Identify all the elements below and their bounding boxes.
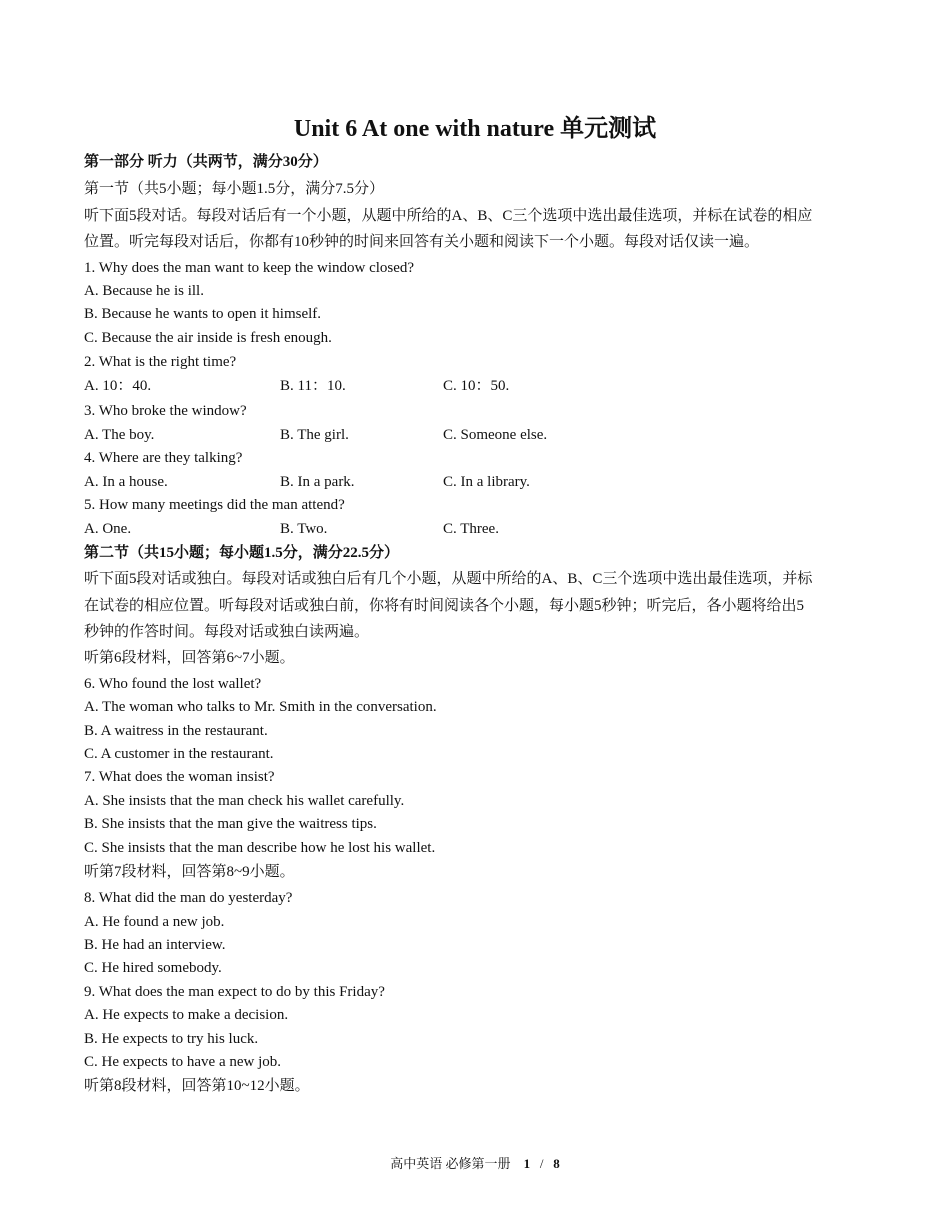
question-6-option-a: A. The woman who talks to Mr. Smith in the conversation. (84, 699, 437, 715)
question-2: 2. What is the right time? (84, 354, 237, 370)
question-8-option-a: A. He found a new job. (84, 914, 225, 930)
footer-book-title: 高中英语 必修第一册 (390, 1156, 511, 1171)
question-8: 8. What did the man do yesterday? (84, 890, 293, 906)
question-5-option-c: C. Three. (443, 521, 499, 537)
footer-page-number: 1 (523, 1156, 531, 1171)
question-3-option-a: A. The boy. (84, 427, 155, 443)
question-7: 7. What does the woman insist? (84, 769, 275, 785)
question-8-option-b: B. He had an interview. (84, 937, 226, 953)
question-1-option-c: C. Because the air inside is fresh enough. (84, 330, 332, 346)
section1-instructions-line-1: 听下面5段对话。每段对话后有一个小题，从题中所给的A、B、C三个选项中选出最佳选项，并标在试卷的相应 (84, 208, 813, 224)
material-6-prompt: 听第6段材料，回答第6~7小题。 (84, 650, 295, 666)
question-7-option-c: C. She insists that the man describe how he lost his wallet. (84, 840, 436, 856)
question-6-option-b: B. A waitress in the restaurant. (84, 723, 268, 739)
question-7-option-b: B. She insists that the man give the waitress tips. (84, 816, 377, 832)
question-8-option-c: C. He hired somebody. (84, 960, 222, 976)
question-6-option-c: C. A customer in the restaurant. (84, 746, 274, 762)
question-2-option-b: B. 11：10. (280, 378, 346, 394)
question-5: 5. How many meetings did the man attend? (84, 497, 345, 513)
footer-separator: / (539, 1156, 544, 1171)
question-4: 4. Where are they talking? (84, 450, 243, 466)
question-6: 6. Who found the lost wallet? (84, 676, 262, 692)
question-9-option-a: A. He expects to make a decision. (84, 1007, 289, 1023)
question-2-option-a: A. 10：40. (84, 378, 152, 394)
question-3-option-b: B. The girl. (280, 427, 349, 443)
question-9-option-b: B. He expects to try his luck. (84, 1031, 259, 1047)
question-1-option-b: B. Because he wants to open it himself. (84, 306, 322, 322)
question-5-option-b: B. Two. (280, 521, 328, 537)
question-2-option-c: C. 10：50. (443, 378, 510, 394)
material-7-prompt: 听第7段材料，回答第8~9小题。 (84, 864, 295, 880)
section2-heading: 第二节（共15小题；每小题1.5分，满分22.5分） (84, 545, 400, 561)
question-1-option-a: A. Because he is ill. (84, 283, 204, 299)
question-9-option-c: C. He expects to have a new job. (84, 1054, 282, 1070)
question-5-option-a: A. One. (84, 521, 132, 537)
question-7-option-a: A. She insists that the man check his wallet carefully. (84, 793, 405, 809)
question-3: 3. Who broke the window? (84, 403, 247, 419)
part1-heading: 第一部分 听力（共两节，满分30分） (84, 154, 328, 170)
section2-instructions-line-2: 在试卷的相应位置。听每段对话或独白前，你将有时间阅读各个小题，每小题5秒钟；听完后，各小题将给出5 (84, 598, 805, 614)
material-8-prompt: 听第8段材料，回答第10~12小题。 (84, 1078, 310, 1094)
question-4-option-b: B. In a park. (280, 474, 355, 490)
section1-instructions-line-2: 位置。听完每段对话后，你都有10秒钟的时间来回答有关小题和阅读下一个小题。每段对话仅读一遍。 (84, 234, 760, 250)
question-3-option-c: C. Someone else. (443, 427, 548, 443)
question-4-option-a: A. In a house. (84, 474, 168, 490)
question-1: 1. Why does the man want to keep the window closed? (84, 260, 415, 276)
question-9: 9. What does the man expect to do by this Friday? (84, 984, 385, 1000)
footer-total-pages: 8 (553, 1156, 560, 1171)
page-footer (0, 1154, 950, 1174)
page-title: Unit 6 At one with nature 单元测试 (293, 116, 657, 142)
section2-instructions-line-3: 秒钟的作答时间。每段对话或独白读两遍。 (84, 624, 370, 640)
question-4-option-c: C. In a library. (443, 474, 530, 490)
section1-heading: 第一节（共5小题；每小题1.5分，满分7.5分） (84, 181, 385, 197)
section2-instructions-line-1: 听下面5段对话或独白。每段对话或独白后有几个小题，从题中所给的A、B、C三个选项中选出最佳选项，并标 (84, 571, 813, 587)
